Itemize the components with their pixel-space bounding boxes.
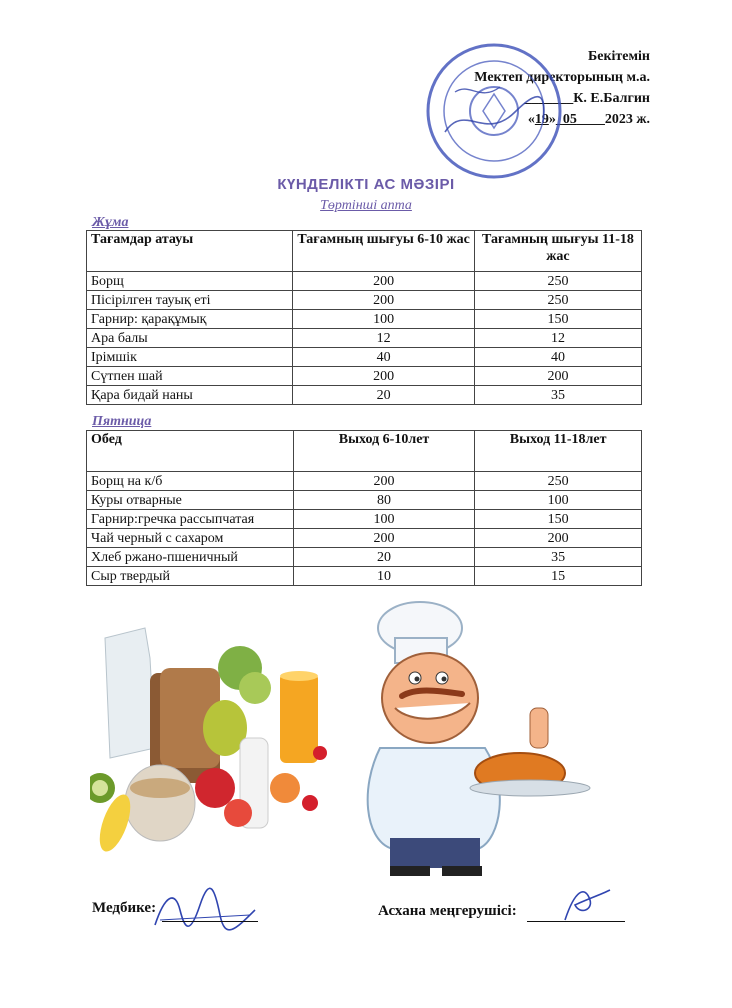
portion-6-10: 200 — [293, 291, 475, 310]
table-row — [87, 548, 642, 567]
approval-position: Мектеп директорының м.а. — [474, 70, 650, 85]
portion-11-18: 35 — [474, 386, 641, 405]
nurse-signature — [150, 880, 260, 940]
chef-cartoon — [350, 598, 630, 888]
table-row — [87, 386, 642, 405]
approval-name: _______К. Е.Балгин — [524, 91, 650, 106]
header-portion-11-18: Выход 11-18лет — [475, 431, 642, 472]
dish-name: Борщ на к/б — [87, 472, 294, 491]
week-subtitle: Төртінші апта — [320, 198, 412, 213]
menu-title: КҮНДЕЛІКТІ АС МӘЗІРІ — [277, 176, 455, 193]
portion-11-18: 150 — [475, 510, 642, 529]
table-row — [87, 491, 642, 510]
table-row — [87, 310, 642, 329]
table-row — [87, 291, 642, 310]
table-row — [87, 529, 642, 548]
portion-6-10: 100 — [293, 510, 474, 529]
table-row — [87, 329, 642, 348]
dish-name: Борщ — [87, 272, 293, 291]
dish-name: Гарнир:гречка рассыпчатая — [87, 510, 294, 529]
dish-name: Хлеб ржано-пшеничный — [87, 548, 294, 567]
portion-11-18: 250 — [474, 291, 641, 310]
portion-6-10: 200 — [293, 367, 475, 386]
portion-6-10: 40 — [293, 348, 475, 367]
table-row — [87, 472, 642, 491]
dish-name: Қара бидай наны — [87, 386, 293, 405]
header-portion-11-18: Тағамның шығуы 11-18 жас — [474, 231, 641, 272]
portion-11-18: 35 — [475, 548, 642, 567]
portion-6-10: 200 — [293, 472, 474, 491]
portion-11-18: 200 — [475, 529, 642, 548]
header-dish: Обед — [87, 431, 294, 472]
menu-table-ru — [86, 430, 642, 586]
portion-6-10: 200 — [293, 529, 474, 548]
header-portion-6-10: Тағамның шығуы 6-10 жас — [293, 231, 475, 272]
portion-6-10: 20 — [293, 548, 474, 567]
school-stamp — [425, 42, 563, 180]
section-ru-label: Пятница — [92, 414, 152, 429]
table-row — [87, 367, 642, 386]
table-row — [87, 348, 642, 367]
food-and-chef-illustration — [90, 598, 630, 888]
header-portion-6-10: Выход 6-10лет — [293, 431, 474, 472]
dish-name: Куры отварные — [87, 491, 294, 510]
approval-date: «19»_05____2023 ж. — [527, 112, 650, 127]
portion-11-18: 250 — [475, 472, 642, 491]
portion-6-10: 12 — [293, 329, 475, 348]
dish-name: Сүтпен шай — [87, 367, 293, 386]
dish-name: Гарнир: қарақұмық — [87, 310, 293, 329]
dish-name: Пісірілген тауық еті — [87, 291, 293, 310]
portion-11-18: 200 — [474, 367, 641, 386]
dish-name: Ірімшік — [87, 348, 293, 367]
dish-name: Сыр твердый — [87, 567, 294, 586]
portion-11-18: 12 — [474, 329, 641, 348]
portion-11-18: 150 — [474, 310, 641, 329]
dish-name: Чай черный с сахаром — [87, 529, 294, 548]
portion-6-10: 20 — [293, 386, 475, 405]
food-still-life — [90, 598, 340, 888]
table-header-row — [87, 231, 642, 272]
canteen-head-signature-label: Асхана меңгерушісі: — [378, 903, 517, 919]
table-row — [87, 567, 642, 586]
menu-table-kz — [86, 230, 642, 405]
portion-11-18: 15 — [475, 567, 642, 586]
section-kz-label: Жұма — [92, 215, 129, 230]
portion-6-10: 100 — [293, 310, 475, 329]
canteen-head-signature — [555, 880, 615, 925]
dish-name: Ара балы — [87, 329, 293, 348]
portion-11-18: 40 — [474, 348, 641, 367]
nurse-signature-label: Медбике: — [92, 900, 157, 916]
approval-title: Бекітемін — [587, 49, 650, 64]
portion-6-10: 10 — [293, 567, 474, 586]
table-row — [87, 510, 642, 529]
portion-11-18: 100 — [475, 491, 642, 510]
portion-6-10: 200 — [293, 272, 475, 291]
nurse-signature-line — [162, 921, 258, 922]
header-dish: Тағамдар атауы — [87, 231, 293, 272]
portion-11-18: 250 — [474, 272, 641, 291]
table-header-row — [87, 431, 642, 472]
portion-6-10: 80 — [293, 491, 474, 510]
table-row — [87, 272, 642, 291]
